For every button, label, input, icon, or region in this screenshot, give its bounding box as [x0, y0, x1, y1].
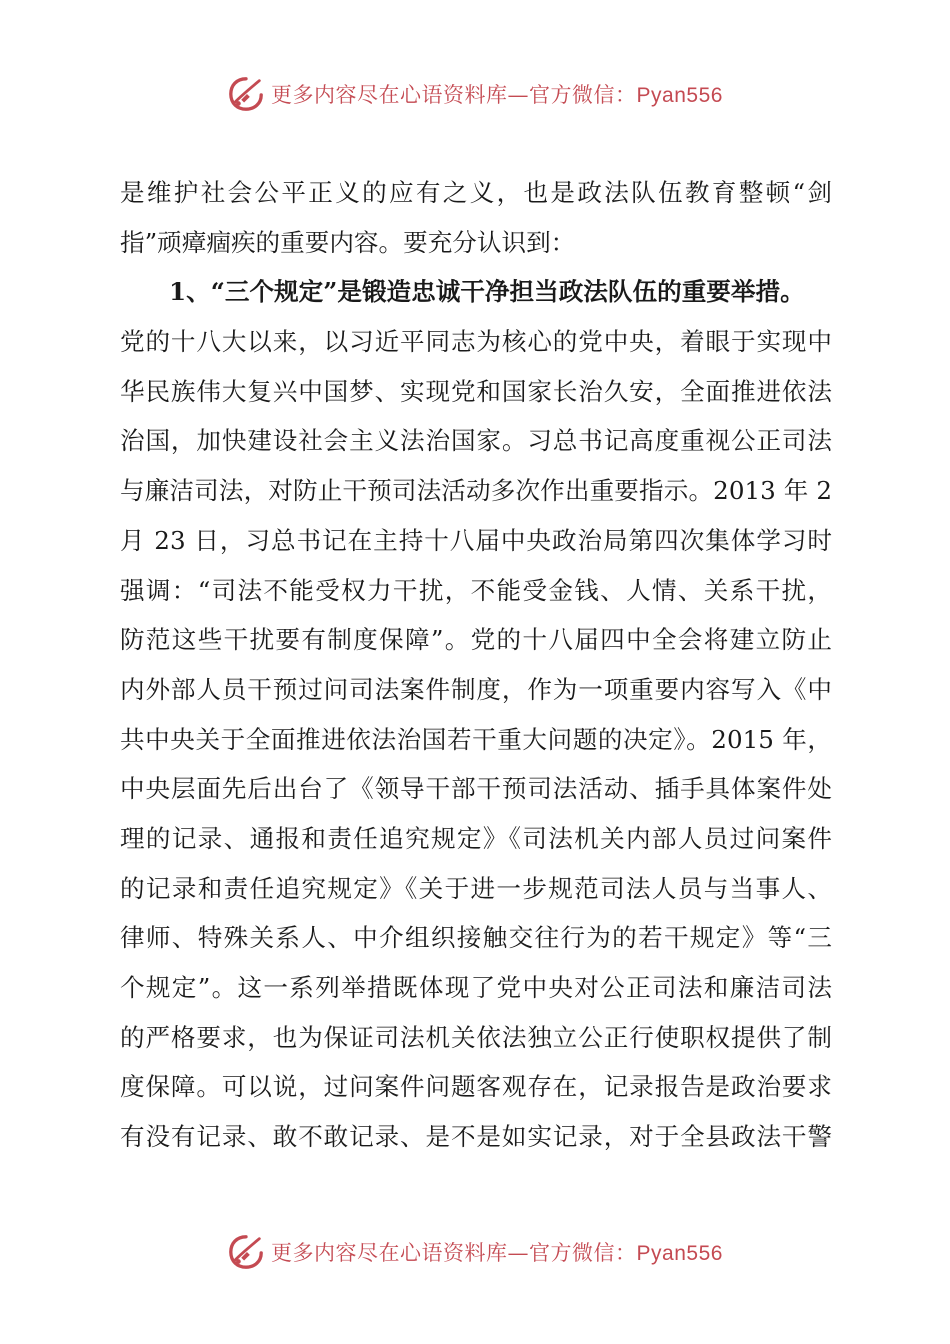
- body-line: 指”顽瘴痼疾的重要内容。要充分认识到：: [120, 227, 576, 257]
- header-wechat-label: 官方微信：: [529, 83, 637, 107]
- header-banner: [0, 74, 950, 114]
- footer-dash: —: [507, 1241, 530, 1265]
- body-line: 理的记录、通报和责任追究规定》《司法机关内部人员过问案件: [120, 823, 832, 853]
- body-line: 与廉洁司法，对防止干预司法活动多次作出重要指示。2013 年 2: [120, 476, 832, 506]
- brush-pen-logo-icon: [227, 1233, 265, 1271]
- body-line: 度保障。可以说，过问案件问题客观存在，记录报告是政治要求: [120, 1072, 832, 1102]
- footer-banner: [0, 1232, 950, 1272]
- document-body: [120, 168, 832, 1162]
- header-site-text: 更多内容尽在心语资料库: [271, 83, 508, 107]
- footer-wechat-id: Pyan556: [636, 1242, 723, 1265]
- body-line: 的严格要求，也为保证司法机关依法独立公正行使职权提供了制: [120, 1022, 832, 1052]
- brush-pen-logo-icon: [227, 75, 265, 113]
- body-line: 律师、特殊关系人、中介组织接触交往行为的若干规定》等“三: [120, 923, 832, 953]
- body-line: 个规定”。这一系列举措既体现了党中央对公正司法和廉洁司法: [120, 973, 832, 1002]
- body-line: 党的十八大以来，以习近平同志为核心的党中央，着眼于实现中: [120, 327, 832, 357]
- body-line: 防范这些干扰要有制度保障”。党的十八届四中全会将建立防止: [120, 625, 832, 655]
- footer-site-text: 更多内容尽在心语资料库: [271, 1241, 508, 1265]
- header-wechat-id: Pyan556: [636, 84, 723, 107]
- footer-wechat-label: 官方微信：: [529, 1241, 637, 1265]
- body-line: 有没有记录、敢不敢记录、是不是如实记录，对于全县政法干警: [120, 1122, 832, 1152]
- section-heading: 1、“三个规定”是锻造忠诚干净担当政法队伍的重要举措。: [169, 277, 805, 307]
- body-line: 强调：“司法不能受权力干扰，不能受金钱、人情、关系干扰，: [120, 575, 832, 605]
- body-line: 是维护社会公平正义的应有之义，也是政法队伍教育整顿“剑: [120, 178, 832, 207]
- header-dash: —: [507, 83, 530, 107]
- body-line: 华民族伟大复兴中国梦、实现党和国家长治久安，全面推进依法: [120, 376, 832, 406]
- body-line: 中央层面先后出台了《领导干部干预司法活动、插手具体案件处: [120, 774, 832, 804]
- body-line: 的记录和责任追究规定》《关于进一步规范司法人员与当事人、: [120, 873, 832, 903]
- body-line: 共中央关于全面推进依法治国若干重大问题的决定》。2015 年，: [120, 724, 832, 754]
- body-line: 月 23 日，习总书记在主持十八届中央政治局第四次集体学习时: [120, 525, 832, 555]
- body-line: 内外部人员干预过问司法案件制度，作为一项重要内容写入《中: [120, 674, 832, 704]
- body-line: 治国，加快建设社会主义法治国家。习总书记高度重视公正司法: [120, 426, 832, 456]
